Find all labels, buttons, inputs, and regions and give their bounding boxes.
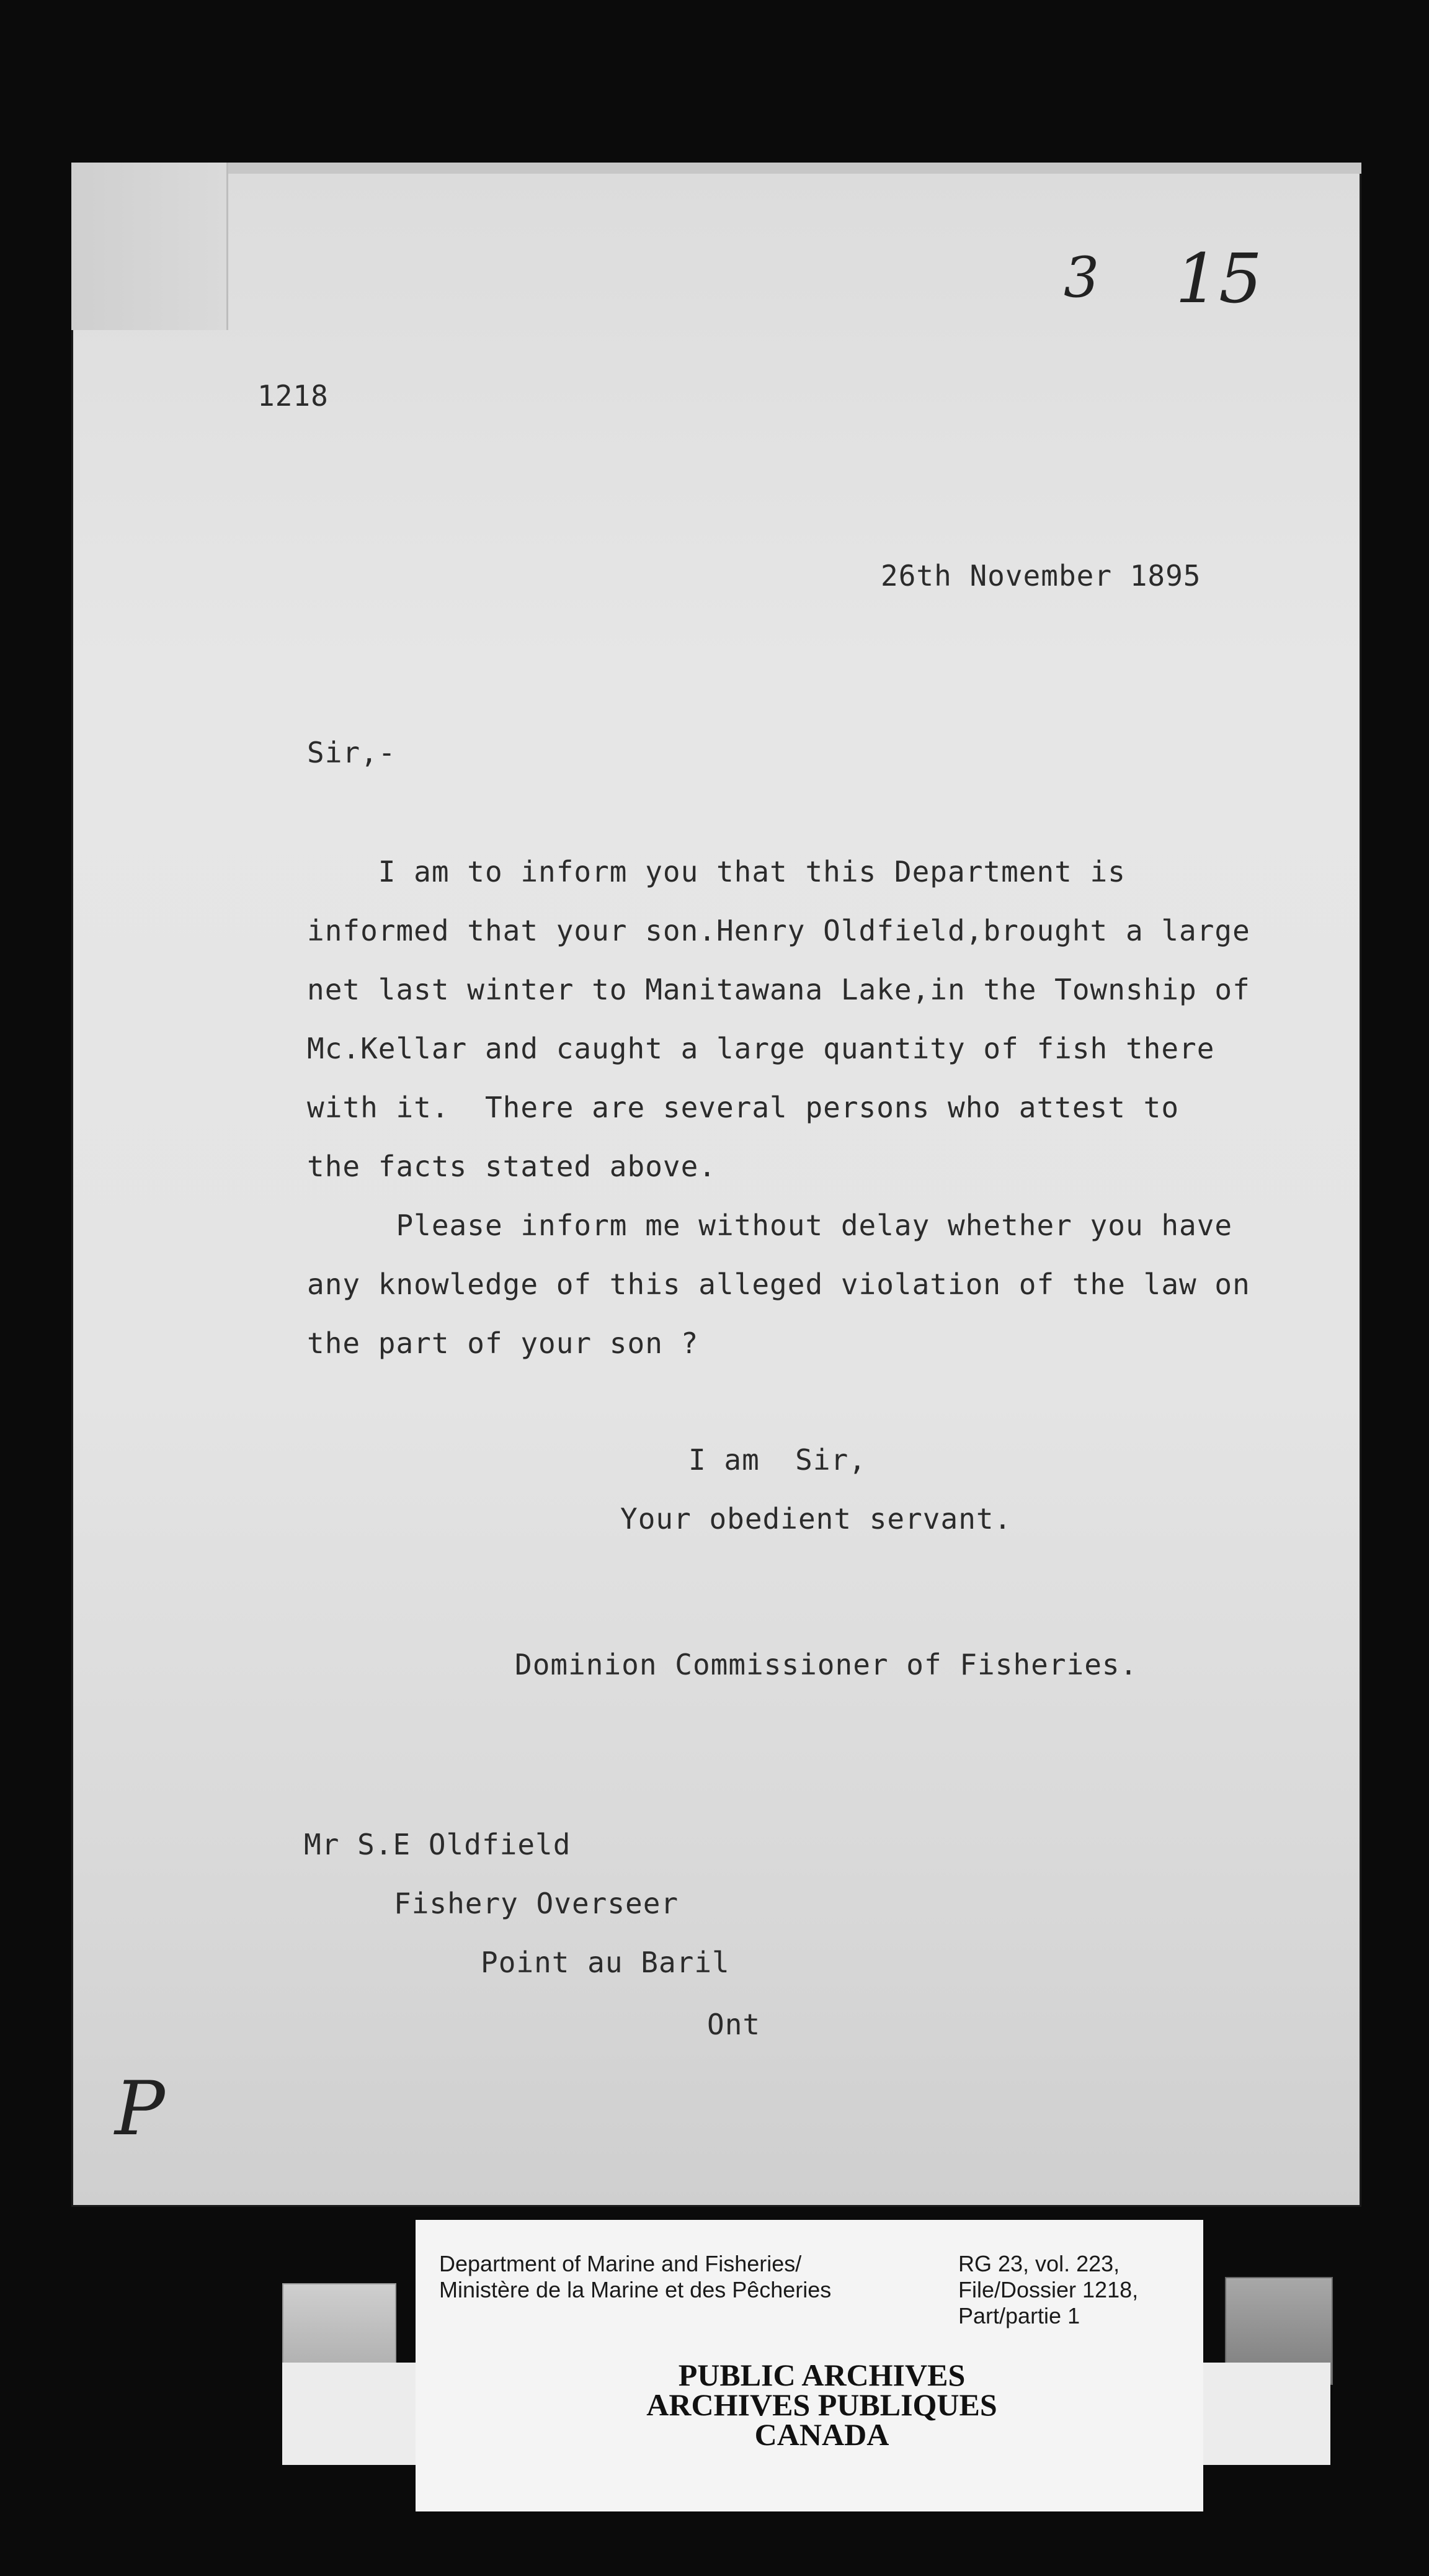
ref-file: File/Dossier 1218, xyxy=(958,2277,1139,2302)
top-edge xyxy=(71,163,1361,174)
body-line-3: net last winter to Manitawana Lake,in the Township of xyxy=(307,973,1250,1006)
handwritten-initial: P xyxy=(115,2066,165,2152)
file-number: 1218 xyxy=(257,379,329,413)
stamp-line-1: PUBLIC ARCHIVES xyxy=(678,2358,966,2392)
letter-date: 26th November 1895 xyxy=(881,559,1201,593)
torn-corner xyxy=(71,163,228,330)
salutation: Sir,- xyxy=(307,736,396,769)
department-en: Department of Marine and Fisheries/ xyxy=(439,2251,802,2276)
body-line-5: with it. There are several persons who attest to xyxy=(307,1091,1180,1124)
closing-servant: Your obedient servant. xyxy=(620,1502,1012,1536)
addressee-province: Ont xyxy=(707,2008,761,2041)
body-line-7: Please inform me without delay whether you have xyxy=(307,1209,1233,1242)
body-line-9: the part of your son ? xyxy=(307,1326,699,1360)
body-line-4: Mc.Kellar and caught a large quantity of fish there xyxy=(307,1032,1215,1065)
handwritten-mark: 3 xyxy=(1064,245,1100,310)
signature-title: Dominion Commissioner of Fisheries. xyxy=(515,1648,1138,1681)
addressee-title: Fishery Overseer xyxy=(394,1887,679,1920)
body-line-2: informed that your son.Henry Oldfield,brought a large xyxy=(307,914,1250,947)
body-line-8: any knowledge of this alleged violation of the law on xyxy=(307,1268,1250,1301)
department-fr: Ministère de la Marine et des Pêcheries xyxy=(439,2277,832,2302)
stamp-line-3: CANADA xyxy=(754,2417,889,2452)
ref-part: Part/partie 1 xyxy=(958,2303,1080,2328)
letter-page xyxy=(71,163,1361,2207)
addressee-name: Mr S.E Oldfield xyxy=(304,1828,571,1861)
body-line-1: I am to inform you that this Department is xyxy=(307,855,1126,888)
stamp-line-2: ARCHIVES PUBLIQUES xyxy=(646,2387,997,2422)
handwritten-page-number: 15 xyxy=(1175,239,1262,318)
closing-line: I am Sir, xyxy=(688,1443,866,1477)
body-line-6: the facts stated above. xyxy=(307,1150,716,1183)
addressee-place: Point au Baril xyxy=(481,1946,730,1979)
ref-rg: RG 23, vol. 223, xyxy=(958,2251,1120,2276)
